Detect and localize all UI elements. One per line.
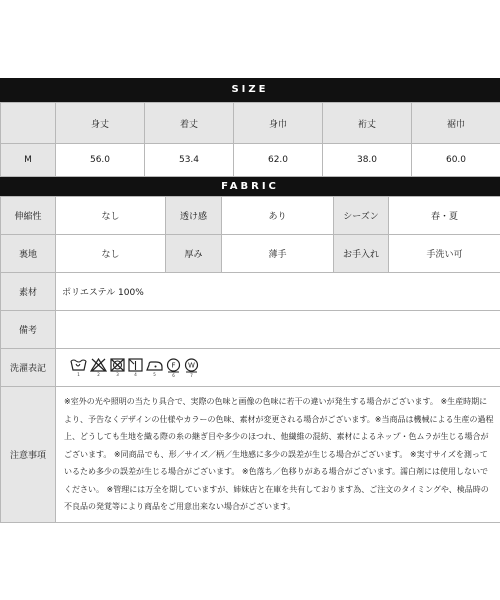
size-table (0, 102, 500, 177)
fabric-band-title: FABRIC (0, 177, 500, 196)
size-band-title: SIZE (0, 78, 500, 102)
size-header-cell: 裄丈 (323, 103, 412, 144)
fabric-value: 春・夏 (389, 197, 500, 235)
size-row-label: M (1, 144, 56, 177)
size-row (1, 144, 500, 177)
fabric-row (1, 197, 500, 235)
care-icon-number: 6 (172, 372, 175, 378)
hand-wash-tub-icon (70, 358, 87, 377)
fabric-value: なし (56, 235, 166, 273)
no-tumble-dry-icon (110, 358, 125, 377)
care-icon-number: 4 (134, 371, 137, 377)
care-icon-number: 7 (190, 372, 193, 378)
dry-clean-f-icon (166, 358, 181, 378)
size-header-cell: 着丈 (145, 103, 234, 144)
fabric-value: あり (222, 197, 334, 235)
material-value: ポリエステル 100% (56, 273, 500, 311)
care-icon-number: 1 (77, 371, 80, 377)
remarks-row (1, 311, 500, 349)
remarks-value (56, 311, 500, 349)
wet-clean-w-icon (184, 358, 199, 378)
size-value: 53.4 (145, 144, 234, 177)
fabric-label: お手入れ (334, 235, 389, 273)
remarks-label: 備考 (1, 311, 56, 349)
size-header-blank (1, 103, 56, 144)
material-row (1, 273, 500, 311)
size-header-row (1, 103, 500, 144)
svg-text:F: F (171, 361, 176, 370)
no-bleach-icon (90, 358, 107, 377)
iron-low-icon (146, 358, 163, 377)
care-icons (62, 358, 500, 378)
size-value: 60.0 (412, 144, 500, 177)
line-dry-shade-icon (128, 358, 143, 377)
fabric-label: シーズン (334, 197, 389, 235)
size-header-cell: 身巾 (234, 103, 323, 144)
notes-row (1, 387, 500, 523)
svg-text:W: W (188, 361, 195, 370)
care-icon-number: 5 (153, 371, 156, 377)
size-value: 56.0 (56, 144, 145, 177)
product-spec-sheet (0, 78, 500, 523)
fabric-label: 裏地 (1, 235, 56, 273)
care-icon-number: 3 (116, 371, 119, 377)
size-header-cell: 身丈 (56, 103, 145, 144)
fabric-label: 厚み (166, 235, 222, 273)
notes-label: 注意事項 (1, 387, 56, 523)
care-icons-cell (56, 349, 500, 387)
fabric-value: 薄手 (222, 235, 334, 273)
material-label: 素材 (1, 273, 56, 311)
size-value: 62.0 (234, 144, 323, 177)
fabric-value: 手洗い可 (389, 235, 500, 273)
notes-text: ※室外の光や照明の当たり具合で、実際の色味と画像の色味に若干の違いが発生する場合がございます。 ※生産時期により、予告なくデザインの仕様やカラーの色味、素材が変更される場合がございます。※当商品は機械による生産の過程上、どうしても生地を織る際の糸の継ぎ目や多少のほつれ、他繊維の混紡、素材によるネップ・色ムラが生じる場合がございます。 ※同商品でも、形／サイズ／柄／生地感に多少の誤差が生じる場合がございます。 ※実寸サイズを測っているため多少の誤差が生じる場合がございます。 ※色落ち／色移りがある場合がございます。濡白剤には使用しないでください。 ※管理には万全を期していますが、姉妹店と在庫を共有しております為、ご注文のタイミングや、検品時の不良品の発覚等により商品をご用意出来ない場合がございます。 (56, 387, 500, 523)
fabric-row (1, 235, 500, 273)
fabric-label: 透け感 (166, 197, 222, 235)
care-label: 洗濯表記 (1, 349, 56, 387)
size-value: 38.0 (323, 144, 412, 177)
care-row (1, 349, 500, 387)
fabric-value: なし (56, 197, 166, 235)
fabric-table (0, 196, 500, 523)
size-header-cell: 裾巾 (412, 103, 500, 144)
fabric-label: 伸縮性 (1, 197, 56, 235)
care-icon-number: 2 (97, 371, 100, 377)
